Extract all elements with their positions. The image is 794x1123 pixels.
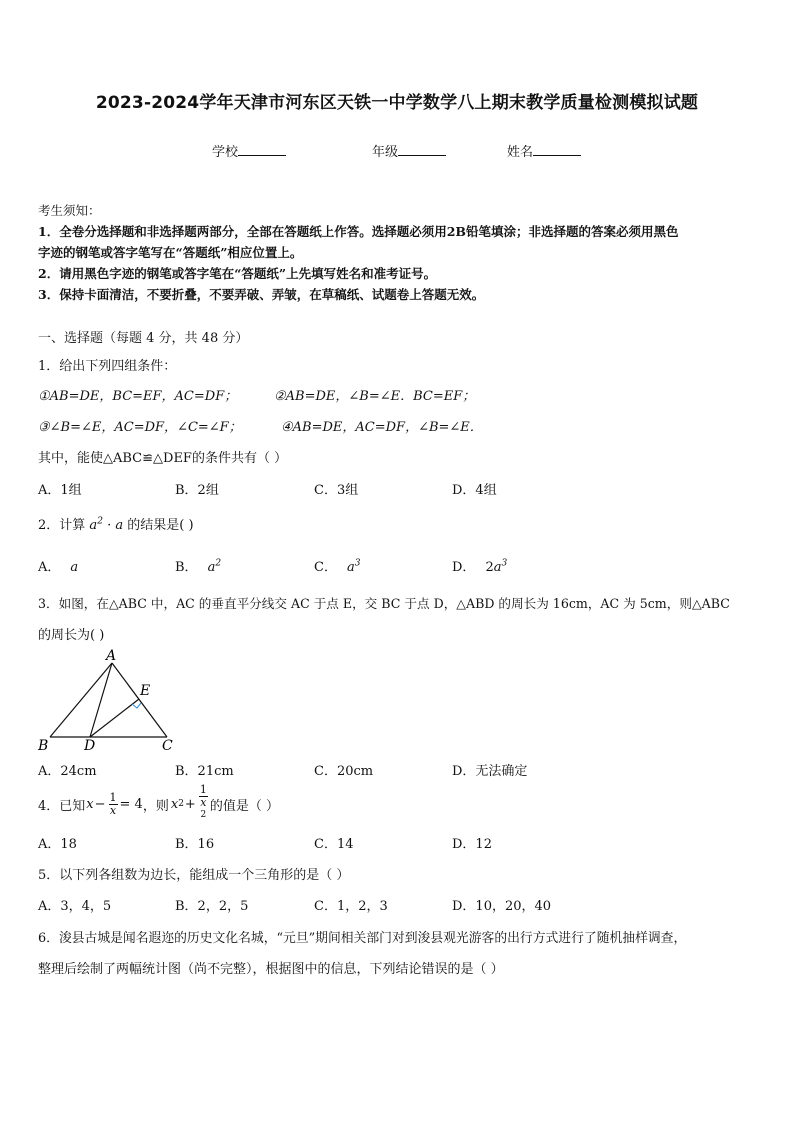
q3-stem-line2: 的周长为( ) (38, 628, 105, 643)
notes-heading: 考生须知： (38, 203, 101, 218)
grade-blank (398, 143, 446, 156)
q3-option-b[interactable]: B．21cm (175, 764, 234, 779)
q1-option-b[interactable]: B．2组 (175, 483, 219, 498)
q4-suffix: 的值是（ ） (209, 798, 279, 814)
note-line: 字迹的钢笔或答字笔写在“答题纸”相应位置上。 (38, 245, 303, 260)
side-ac (112, 663, 167, 737)
grade-label: 年级 (372, 145, 399, 160)
q2-expr: $a^2 \cdot a$ (89, 516, 124, 533)
q4-prefix: 4．已知 (38, 798, 86, 814)
q1-option-a[interactable]: A．1组 (38, 483, 82, 498)
q2-option-d[interactable]: D． $2a^3$ (452, 558, 508, 575)
q1-stem: 1．给出下列四组条件： (38, 359, 177, 374)
name-label: 姓名 (507, 145, 534, 160)
q2-option-c[interactable]: C． $a^3$ (314, 558, 361, 575)
q4-fraction-2: 1 x $^2$ (199, 782, 207, 820)
label-b: B (38, 738, 49, 754)
q1-cond-1: ①AB=DE，BC=EF，AC=DF； (38, 389, 238, 404)
q5-option-c[interactable]: C．1，2，3 (314, 899, 388, 914)
q1-ask: 其中，能使△ABC≌△DEF的条件共有（ ） (38, 451, 288, 466)
school-label: 学校 (212, 145, 239, 160)
notes-block (38, 200, 760, 305)
q3-option-a[interactable]: A．24cm (38, 764, 97, 779)
segment-ad (90, 663, 112, 737)
q2-option-b[interactable]: B． $a^2$ (175, 558, 222, 575)
segment-de (90, 699, 139, 737)
q3-option-d[interactable]: D．无法确定 (452, 764, 528, 779)
name-blank (533, 143, 581, 156)
q2-stem-prefix: 2．计算 (38, 518, 86, 533)
q6-stem-line2: 整理后绘制了两幅统计图（尚不完整），根据图中的信息，下列结论错误的是（ ） (38, 962, 504, 977)
q4-stem: 4．已知 x − $\frac{1}{x}$ = 4 ，则 x 2 + 1 x $^2$ 的值是（ ） (38, 788, 279, 820)
q5-option-d[interactable]: D．10，20，40 (452, 899, 552, 914)
note-line: 3．保持卡面清洁，不要折叠，不要弄破、弄皱，在草稿纸、试题卷上答题无效。 (38, 287, 485, 302)
q6-stem-line1: 6．浚县古城是闻名遐迩的历史文化名城，“元旦”期间相关部门对到浚县观光游客的出行方式进行了随机抽样调查， (38, 931, 687, 946)
q1-cond-2: ②AB=DE，∠B=∠E．BC=EF； (274, 389, 476, 404)
q4-option-a[interactable]: A．18 (38, 837, 77, 852)
q2-stem (38, 514, 194, 533)
q4-option-c[interactable]: C．14 (314, 837, 354, 852)
page-title: 2023-2024学年天津市河东区天铁一中学数学八上期末教学质量检测模拟试题 (95, 93, 699, 113)
q1-cond-4: ④AB=DE，AC=DF，∠B=∠E． (281, 420, 483, 435)
q5-option-b[interactable]: B．2，2，5 (175, 899, 249, 914)
label-e: E (140, 683, 151, 699)
note-line: 2．请用黑色字迹的钢笔或答字笔在“答题纸”上先填写姓名和准考证号。 (38, 266, 437, 281)
q4-option-d[interactable]: D．12 (452, 837, 492, 852)
school-field (212, 141, 286, 160)
q3-stem-line1: 3．如图，在△ABC 中，AC 的垂直平分线交 AC 于点 E，交 BC 于点 D，△ABD 的周长为 16cm，AC 为 5cm，则△ABC (38, 596, 730, 611)
section-title: 一、选择题（每题 4 分，共 48 分） (38, 331, 249, 346)
q1-option-d[interactable]: D．4组 (452, 483, 497, 498)
q5-option-a[interactable]: A．3，4，5 (38, 899, 112, 914)
grade-field (372, 141, 446, 160)
q2-option-a[interactable]: A． a (38, 560, 79, 575)
q3-option-c[interactable]: C．20cm (314, 764, 374, 779)
label-a: A (106, 648, 117, 664)
q4-option-b[interactable]: B．16 (175, 837, 215, 852)
note-line: 1．全卷分选择题和非选择题两部分，全部在答题纸上作答。选择题必须用2B铅笔填涂；非选择题的答案必须用黑色 (38, 224, 679, 239)
name-field (507, 141, 581, 160)
q2-stem-suffix: 的结果是( ) (127, 518, 194, 533)
q1-cond-3: ③∠B=∠E，AC=DF，∠C=∠F； (38, 420, 242, 435)
q4-fraction-1: $\frac{1}{x}$ (109, 790, 117, 817)
q1-option-c[interactable]: C．3组 (314, 483, 359, 498)
label-d: D (84, 738, 96, 754)
q5-stem: 5．以下列各组数为边长，能组成一个三角形的是（ ） (38, 868, 350, 883)
school-blank (238, 143, 286, 156)
q3-triangle-figure (36, 646, 186, 756)
label-c: C (162, 738, 173, 754)
side-ab (50, 663, 112, 737)
